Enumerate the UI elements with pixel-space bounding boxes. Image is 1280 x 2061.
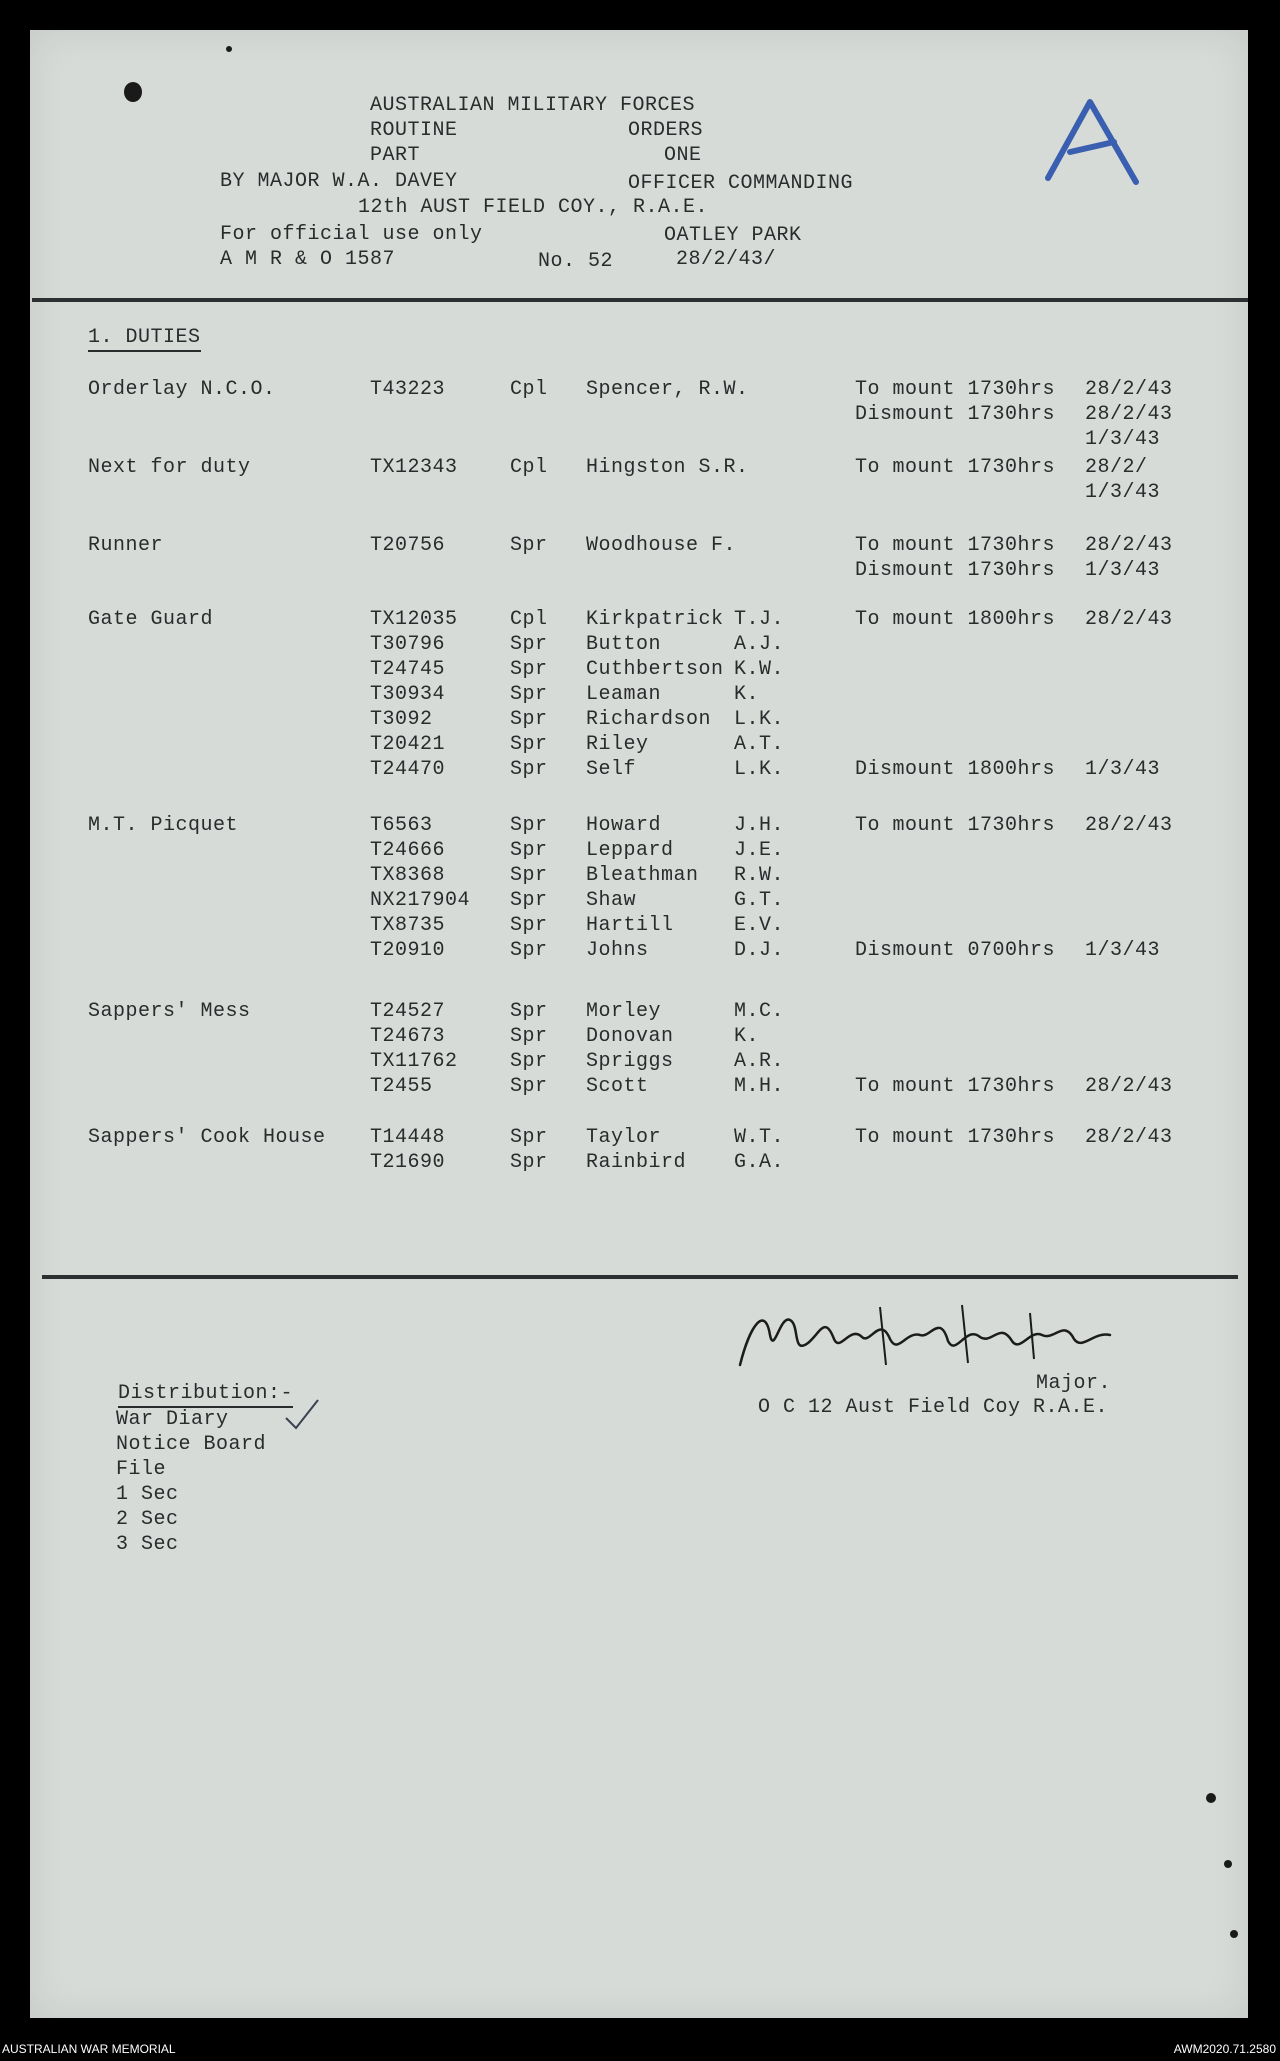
duty-date: 28/2/43: [1085, 1075, 1173, 1098]
rank: Spr: [510, 683, 548, 706]
soldier-name: Hingston S.R.: [586, 456, 749, 479]
rank: Spr: [510, 1000, 548, 1023]
duty-time: Dismount 0700hrs: [855, 939, 1056, 962]
duty-label: Gate Guard: [88, 608, 214, 631]
soldier-initials: A.J.: [734, 633, 785, 656]
service-number: T6563: [370, 814, 433, 837]
signature-title: O C 12 Aust Field Coy R.A.E.: [758, 1396, 1109, 1419]
rank: Spr: [510, 534, 548, 557]
soldier-name: Spriggs: [586, 1050, 674, 1073]
rank: Spr: [510, 1075, 548, 1098]
soldier-initials: J.E.: [734, 839, 785, 862]
service-number: T21690: [370, 1151, 446, 1174]
soldier-name: Self: [586, 758, 637, 781]
header-title: AUSTRALIAN MILITARY FORCES: [370, 94, 696, 117]
duty-date: 28/2/43: [1085, 608, 1173, 631]
soldier-initials: M.C.: [734, 1000, 785, 1023]
service-number: T14448: [370, 1126, 446, 1149]
signature-image: [730, 1295, 1150, 1375]
soldier-initials: K.: [734, 683, 760, 706]
distribution-item: 3 Sec: [116, 1533, 179, 1556]
soldier-initials: L.K.: [734, 708, 785, 731]
duty-date: 28/2/43: [1085, 814, 1173, 837]
duty-date: 1/3/43: [1085, 428, 1161, 451]
duty-time: To mount 1730hrs: [855, 378, 1056, 401]
duty-label: M.T. Picquet: [88, 814, 239, 837]
duty-date: 28/2/43: [1085, 378, 1173, 401]
duty-label: Runner: [88, 534, 164, 557]
duty-label: Orderlay N.C.O.: [88, 378, 276, 401]
duty-time: Dismount 1730hrs: [855, 403, 1056, 426]
duty-time: To mount 1730hrs: [855, 1126, 1056, 1149]
duty-time: To mount 1800hrs: [855, 608, 1056, 631]
rank: Spr: [510, 1025, 548, 1048]
footer-right: AWM2020.71.2580: [1173, 2042, 1276, 2056]
service-number: T30934: [370, 683, 446, 706]
service-number: T24470: [370, 758, 446, 781]
header-one: ONE: [664, 144, 702, 167]
rank: Spr: [510, 814, 548, 837]
duty-date: 1/3/43: [1085, 758, 1161, 781]
ink-spot: [1224, 1860, 1232, 1868]
soldier-initials: T.J.: [734, 608, 785, 631]
soldier-name: Johns: [586, 939, 649, 962]
duty-time: Dismount 1730hrs: [855, 559, 1056, 582]
duty-time: To mount 1730hrs: [855, 534, 1056, 557]
header-unit: 12th AUST FIELD COY., R.A.E.: [358, 196, 709, 219]
service-number: T43223: [370, 378, 446, 401]
service-number: T24673: [370, 1025, 446, 1048]
service-number: T24745: [370, 658, 446, 681]
document-sheet: [30, 30, 1248, 2018]
rank: Spr: [510, 708, 548, 731]
service-number: TX12343: [370, 456, 458, 479]
section-title: 1. DUTIES: [88, 326, 201, 352]
soldier-initials: W.T.: [734, 1126, 785, 1149]
service-number: T20910: [370, 939, 446, 962]
soldier-initials: A.T.: [734, 733, 785, 756]
soldier-initials: G.T.: [734, 889, 785, 912]
soldier-name: Leppard: [586, 839, 674, 862]
header-number: No. 52: [538, 250, 614, 273]
signature-rank: Major.: [1036, 1372, 1112, 1395]
soldier-name: Button: [586, 633, 662, 656]
header-part: PART: [370, 144, 421, 167]
rank: Cpl: [510, 608, 548, 631]
duty-date: 28/2/43: [1085, 403, 1173, 426]
rank: Spr: [510, 939, 548, 962]
service-number: TX8368: [370, 864, 446, 887]
soldier-name: Cuthbertson: [586, 658, 724, 681]
duty-date: 1/3/43: [1085, 481, 1161, 504]
header-routine: ROUTINE: [370, 119, 458, 142]
duty-time: To mount 1730hrs: [855, 1075, 1056, 1098]
service-number: T30796: [370, 633, 446, 656]
soldier-initials: A.R.: [734, 1050, 785, 1073]
soldier-name: Richardson: [586, 708, 712, 731]
duty-time: Dismount 1800hrs: [855, 758, 1056, 781]
rank: Spr: [510, 1126, 548, 1149]
check-mark-icon: [282, 1396, 322, 1432]
soldier-name: Kirkpatrick: [586, 608, 724, 631]
soldier-initials: J.H.: [734, 814, 785, 837]
duty-label: Next for duty: [88, 456, 251, 479]
distribution-item: Notice Board: [116, 1433, 267, 1456]
soldier-initials: G.A.: [734, 1151, 785, 1174]
divider-top: [32, 298, 1248, 302]
distribution-item: 2 Sec: [116, 1508, 179, 1531]
soldier-name: Leaman: [586, 683, 662, 706]
header-place: OATLEY PARK: [664, 224, 802, 247]
service-number: T20756: [370, 534, 446, 557]
distribution-item: War Diary: [116, 1408, 229, 1431]
duty-label: Sappers' Mess: [88, 1000, 251, 1023]
rank: Spr: [510, 889, 548, 912]
soldier-initials: K.: [734, 1025, 760, 1048]
duty-date: 1/3/43: [1085, 939, 1161, 962]
duty-date: 28/2/: [1085, 456, 1148, 479]
service-number: T20421: [370, 733, 446, 756]
soldier-initials: L.K.: [734, 758, 785, 781]
duty-time: To mount 1730hrs: [855, 456, 1056, 479]
rank: Spr: [510, 758, 548, 781]
rank: Spr: [510, 1151, 548, 1174]
service-number: T24666: [370, 839, 446, 862]
rank: Spr: [510, 658, 548, 681]
rank: Spr: [510, 914, 548, 937]
service-number: T2455: [370, 1075, 433, 1098]
header-official: For official use only: [220, 223, 483, 246]
service-number: TX11762: [370, 1050, 458, 1073]
distribution-item: File: [116, 1458, 167, 1481]
soldier-name: Scott: [586, 1075, 649, 1098]
header-officer: OFFICER COMMANDING: [628, 172, 854, 195]
distribution-item: 1 Sec: [116, 1483, 179, 1506]
distribution-title: Distribution:-: [118, 1382, 293, 1408]
rank: Spr: [510, 633, 548, 656]
soldier-name: Hartill: [586, 914, 674, 937]
rank: Cpl: [510, 456, 548, 479]
soldier-name: Rainbird: [586, 1151, 687, 1174]
ink-spot: [1206, 1793, 1216, 1803]
header-by: BY MAJOR W.A. DAVEY: [220, 170, 458, 193]
soldier-name: Howard: [586, 814, 662, 837]
footer-left: AUSTRALIAN WAR MEMORIAL: [2, 2042, 176, 2056]
soldier-name: Morley: [586, 1000, 662, 1023]
divider-bottom: [42, 1275, 1238, 1279]
soldier-name: Woodhouse F.: [586, 534, 737, 557]
duty-date: 1/3/43: [1085, 559, 1161, 582]
soldier-initials: D.J.: [734, 939, 785, 962]
ink-spot: [1230, 1930, 1238, 1938]
ink-spot: [124, 82, 142, 102]
handwritten-a-mark: [1040, 96, 1150, 196]
header-orders: ORDERS: [628, 119, 704, 142]
duty-label: Sappers' Cook House: [88, 1126, 326, 1149]
duty-date: 28/2/43: [1085, 534, 1173, 557]
duty-date: 28/2/43: [1085, 1126, 1173, 1149]
soldier-initials: M.H.: [734, 1075, 785, 1098]
soldier-name: Taylor: [586, 1126, 662, 1149]
soldier-name: Donovan: [586, 1025, 674, 1048]
ink-spot: [226, 46, 232, 52]
soldier-name: Riley: [586, 733, 649, 756]
service-number: NX217904: [370, 889, 471, 912]
soldier-name: Spencer, R.W.: [586, 378, 749, 401]
soldier-name: Bleathman: [586, 864, 699, 887]
soldier-initials: R.W.: [734, 864, 785, 887]
soldier-initials: K.W.: [734, 658, 785, 681]
header-date: 28/2/43/: [676, 248, 777, 271]
rank: Spr: [510, 1050, 548, 1073]
duty-time: To mount 1730hrs: [855, 814, 1056, 837]
service-number: T24527: [370, 1000, 446, 1023]
soldier-name: Shaw: [586, 889, 637, 912]
rank: Spr: [510, 839, 548, 862]
header-amro: A M R & O 1587: [220, 248, 396, 271]
service-number: TX12035: [370, 608, 458, 631]
rank: Spr: [510, 864, 548, 887]
rank: Cpl: [510, 378, 548, 401]
rank: Spr: [510, 733, 548, 756]
service-number: TX8735: [370, 914, 446, 937]
service-number: T3092: [370, 708, 433, 731]
soldier-initials: E.V.: [734, 914, 785, 937]
